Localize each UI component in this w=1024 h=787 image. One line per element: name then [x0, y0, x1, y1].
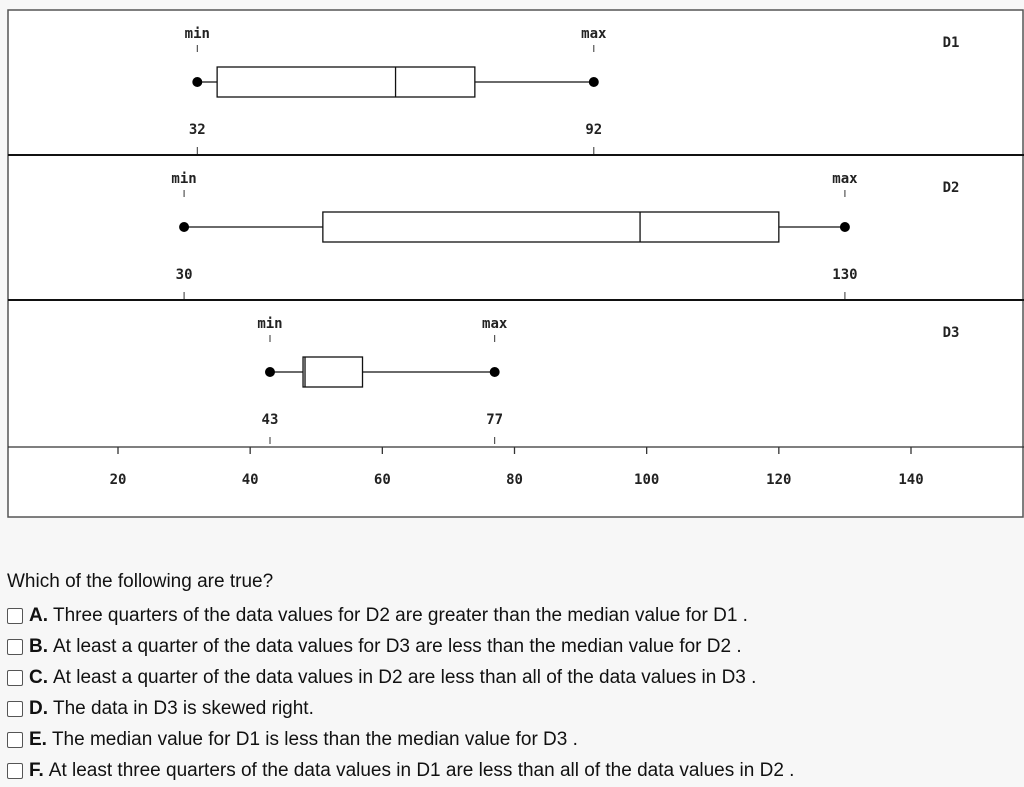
series-label-d2: D2 — [942, 180, 960, 196]
option-letter: D. — [29, 697, 48, 719]
plot-frame — [8, 10, 1023, 517]
option-text: The median value for D1 is less than the median value for D3 . — [51, 728, 578, 750]
answer-option[interactable] — [7, 600, 794, 631]
answer-option[interactable] — [7, 662, 794, 693]
option-text: Three quarters of the data values for D2 are greater than the median value for D1 . — [53, 604, 748, 626]
max-value-label: 130 — [832, 267, 858, 283]
answer-option[interactable] — [7, 693, 794, 724]
x-axis-tick-label: 100 — [634, 472, 660, 488]
box-iqr — [303, 357, 362, 387]
box-iqr — [217, 67, 475, 97]
option-checkbox[interactable] — [7, 670, 23, 686]
max-point — [490, 367, 500, 377]
option-letter: A. — [29, 604, 48, 626]
question-prompt: Which of the following are true? — [7, 571, 274, 592]
answer-option[interactable] — [7, 724, 794, 755]
max-point — [840, 222, 850, 232]
min-point — [265, 367, 275, 377]
max-value-label: 77 — [486, 412, 504, 428]
x-axis-tick-label: 120 — [766, 472, 792, 488]
option-letter: C. — [29, 666, 48, 688]
min-label: min — [184, 26, 210, 42]
option-text: At least a quarter of the data values in D2 are less than all of the data values in D3 . — [53, 666, 757, 688]
series-label-d1: D1 — [942, 35, 960, 51]
option-text: The data in D3 is skewed right. — [53, 697, 314, 719]
answer-option[interactable] — [7, 755, 794, 786]
option-text: At least a quarter of the data values for D3 are less than the median value for D2 . — [53, 635, 742, 657]
min-label: min — [257, 316, 283, 332]
max-point — [589, 77, 599, 87]
box-iqr — [323, 212, 779, 242]
series-label-d3: D3 — [942, 325, 960, 341]
option-checkbox[interactable] — [7, 608, 23, 624]
option-letter: E. — [29, 728, 47, 750]
x-axis-tick-label: 60 — [373, 472, 391, 488]
answer-option[interactable] — [7, 631, 794, 662]
min-value-label: 43 — [261, 412, 279, 428]
x-axis-tick-label: 40 — [241, 472, 259, 488]
option-letter: B. — [29, 635, 48, 657]
x-axis-tick-label: 80 — [506, 472, 523, 488]
option-checkbox[interactable] — [7, 763, 23, 779]
option-checkbox[interactable] — [7, 701, 23, 717]
max-label: max — [832, 171, 858, 187]
option-checkbox[interactable] — [7, 732, 23, 748]
x-axis-tick-label: 20 — [109, 472, 127, 488]
option-text: At least three quarters of the data values in D1 are less than all of the data values in D2 . — [48, 759, 795, 781]
max-value-label: 92 — [585, 122, 603, 138]
min-value-label: 32 — [188, 122, 206, 138]
min-point — [192, 77, 202, 87]
max-label: max — [581, 26, 607, 42]
option-letter: F. — [29, 759, 44, 781]
min-point — [179, 222, 189, 232]
x-axis-tick-label: 140 — [898, 472, 924, 488]
min-value-label: 30 — [175, 267, 193, 283]
max-label: max — [482, 316, 508, 332]
answer-options — [7, 600, 794, 786]
option-checkbox[interactable] — [7, 639, 23, 655]
min-label: min — [171, 171, 197, 187]
